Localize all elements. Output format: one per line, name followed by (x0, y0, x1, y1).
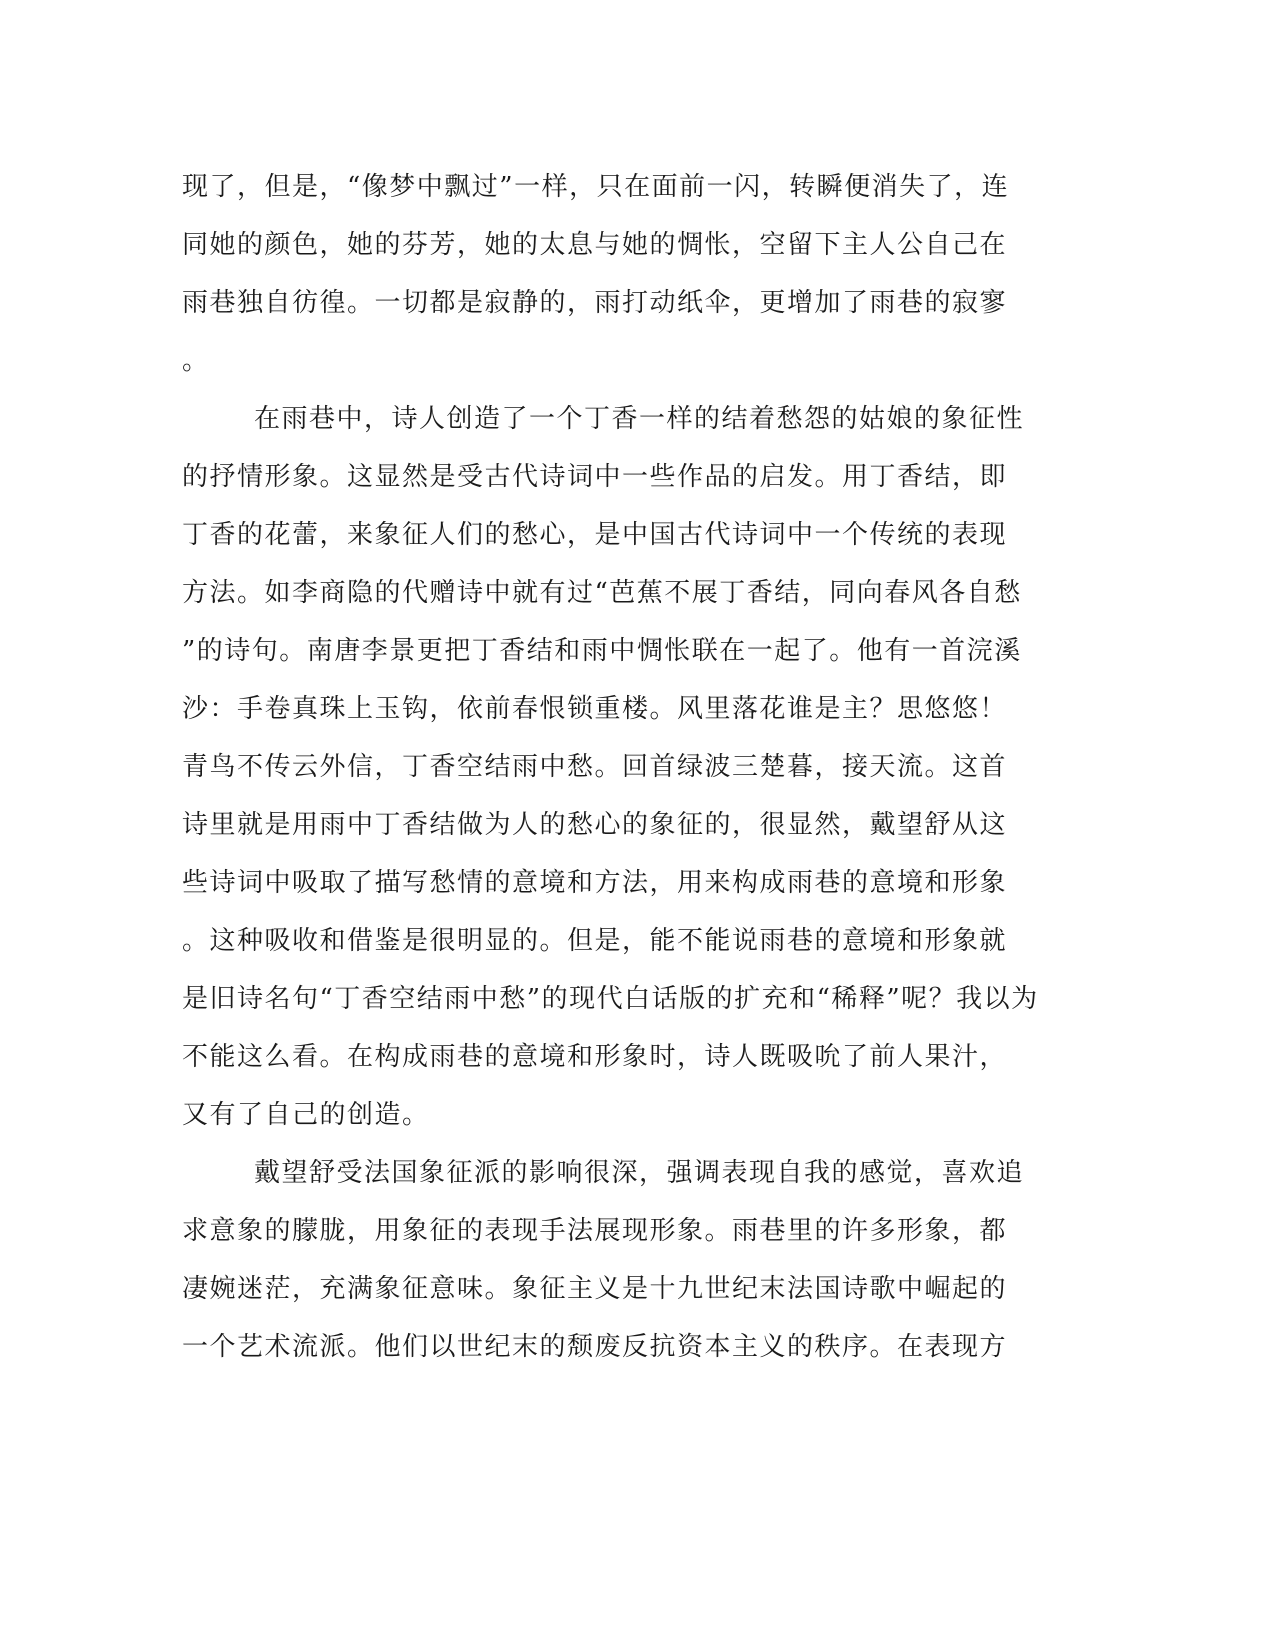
text-line: 丁香的花蕾，来象征人们的愁心，是中国古代诗词中一个传统的表现 (182, 520, 1008, 550)
paragraph-1 (182, 158, 1042, 390)
text-line: 。这种吸收和借鉴是很明显的。但是，能不能说雨巷的意境和形象就 (182, 926, 1008, 956)
text-line: 现了，但是，“像梦中飘过”一样，只在面前一闪，转瞬便消失了，连 (182, 172, 1010, 202)
text-line: 方法。如李商隐的代赠诗中就有过“芭蕉不展丁香结，同向春风各自愁 (182, 578, 1022, 608)
text-line: 是旧诗名句“丁香空结雨中愁”的现代白话版的扩充和“稀释”呢？我以为 (182, 984, 1039, 1014)
text-line: 的抒情形象。这显然是受古代诗词中一些作品的启发。用丁香结，即 (182, 462, 1008, 492)
paragraph-3 (182, 1144, 1042, 1376)
text-line: 不能这么看。在构成雨巷的意境和形象时，诗人既吸吮了前人果汁， (182, 1042, 1008, 1072)
text-line: 在雨巷中，诗人创造了一个丁香一样的结着愁怨的姑娘的象征性 (254, 404, 1025, 434)
text-line: 青鸟不传云外信，丁香空结雨中愁。回首绿波三楚暮，接天流。这首 (182, 752, 1008, 782)
paragraph-2 (182, 390, 1042, 1144)
body-text (182, 158, 1042, 1376)
text-line: 求意象的朦胧，用象征的表现手法展现形象。雨巷里的许多形象，都 (182, 1216, 1008, 1246)
text-line: 一个艺术流派。他们以世纪末的颓废反抗资本主义的秩序。在表现方 (182, 1332, 1008, 1362)
text-line: 戴望舒受法国象征派的影响很深，强调表现自我的感觉，喜欢追 (254, 1158, 1025, 1188)
text-line: 同她的颜色，她的芬芳，她的太息与她的惆怅，空留下主人公自己在 (182, 230, 1008, 260)
text-line: 沙：手卷真珠上玉钩，依前春恨锁重楼。风里落花谁是主？思悠悠！ (182, 694, 1008, 724)
text-line: 。 (182, 346, 210, 376)
text-line: 诗里就是用雨中丁香结做为人的愁心的象征的，很显然，戴望舒从这 (182, 810, 1008, 840)
text-line: 雨巷独自彷徨。一切都是寂静的，雨打动纸伞，更增加了雨巷的寂寥 (182, 288, 1008, 318)
text-line: 又有了自己的创造。 (182, 1100, 430, 1130)
text-line: 凄婉迷茫，充满象征意味。象征主义是十九世纪末法国诗歌中崛起的 (182, 1274, 1008, 1304)
text-line: 些诗词中吸取了描写愁情的意境和方法，用来构成雨巷的意境和形象 (182, 868, 1008, 898)
text-line: ”的诗句。南唐李景更把丁香结和雨中惆怅联在一起了。他有一首浣溪 (182, 636, 1022, 666)
